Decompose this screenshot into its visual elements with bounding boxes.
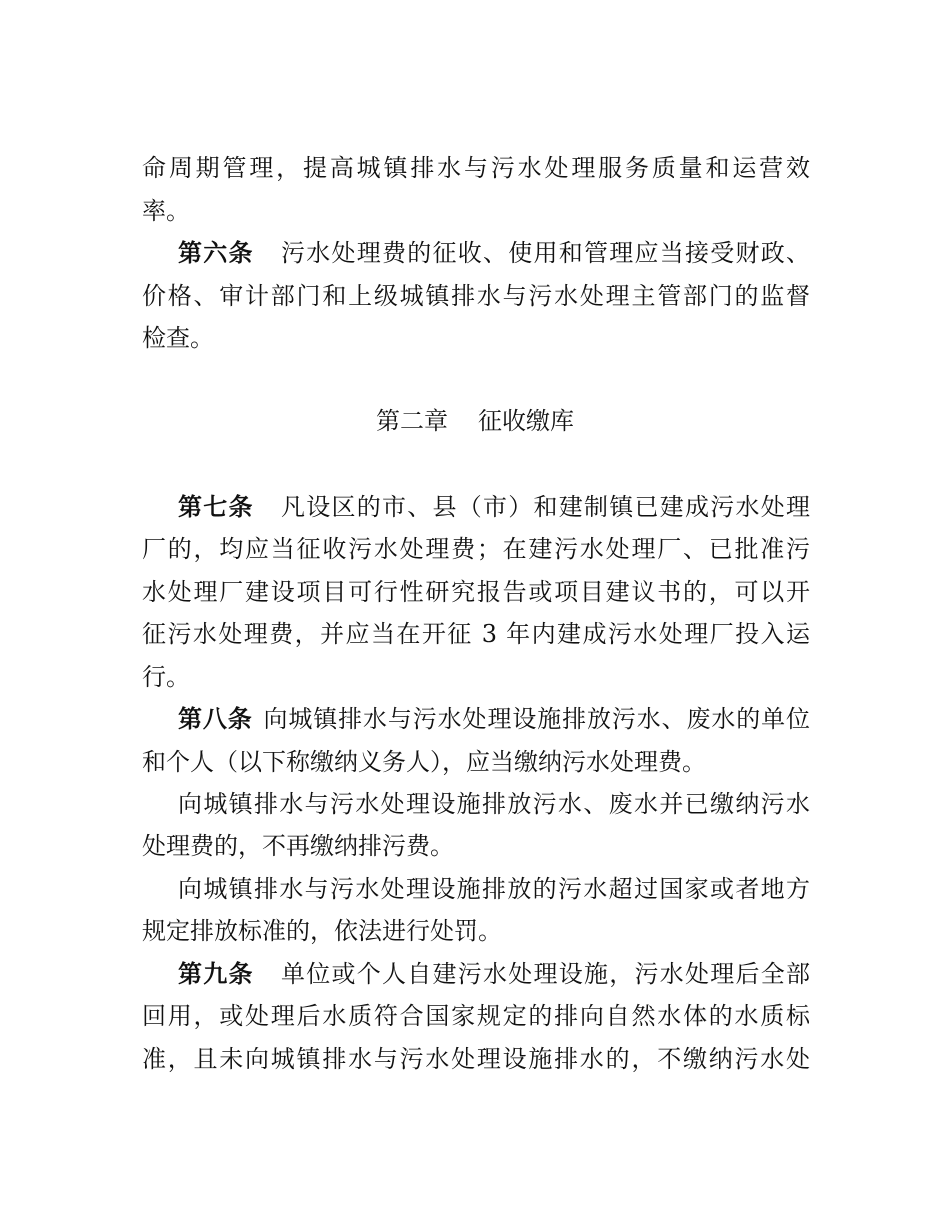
chapter-heading — [0, 406, 950, 436]
body-line: 向城镇排水与污水处理设施排放污水、废水并已缴纳污水 — [178, 790, 810, 818]
article-7-first-line — [178, 492, 810, 522]
article-6-text: 污水处理费的征收、使用和管理应当接受财政、 — [279, 239, 810, 267]
article-7-text: 凡设区的市、县（市）和建制镇已建成污水处理 — [279, 493, 810, 521]
article-7-label: 第七条 — [178, 493, 254, 521]
body-line: 向城镇排水与污水处理设施排放的污水超过国家或者地方 — [178, 875, 810, 903]
body-line: 和个人（以下称缴纳义务人），应当缴纳污水处理费。 — [142, 748, 706, 776]
chapter-title: 征收缴库 — [478, 407, 574, 435]
body-line: 厂的，均应当征收污水处理费；在建污水处理厂、已批准污 — [142, 535, 810, 563]
body-line: 水处理厂建设项目可行性研究报告或项目建议书的，可以开 — [142, 578, 810, 606]
body-line: 率。 — [142, 197, 190, 225]
body-line: 价格、审计部门和上级城镇排水与污水处理主管部门的监督 — [142, 282, 810, 310]
body-line: 处理费的，不再缴纳排污费。 — [142, 832, 454, 860]
article-9-first-line — [178, 959, 810, 989]
article-9-label: 第九条 — [178, 960, 254, 988]
body-line: 检查。 — [142, 324, 214, 352]
article-6-label: 第六条 — [178, 239, 254, 267]
body-line: 准，且未向城镇排水与污水处理设施排水的，不缴纳污水处 — [142, 1045, 810, 1073]
article-9-text: 单位或个人自建污水处理设施，污水处理后全部 — [279, 960, 810, 988]
article-8-label: 第八条 — [178, 705, 253, 733]
body-line: 规定排放标准的，依法进行处罚。 — [142, 917, 502, 945]
body-line: 回用，或处理后水质符合国家规定的排向自然水体的水质标 — [142, 1002, 810, 1030]
article-6-first-line — [178, 238, 810, 268]
article-8-first-line — [178, 704, 810, 734]
body-line: 命周期管理，提高城镇排水与污水处理服务质量和运营效 — [142, 154, 810, 182]
article-8-text: 向城镇排水与污水处理设施排放污水、废水的单位 — [262, 705, 810, 733]
chapter-number: 第二章 — [376, 407, 448, 435]
body-line: 征污水处理费，并应当在开征 3 年内建成污水处理厂投入运 — [142, 620, 810, 648]
body-line: 行。 — [142, 663, 190, 691]
